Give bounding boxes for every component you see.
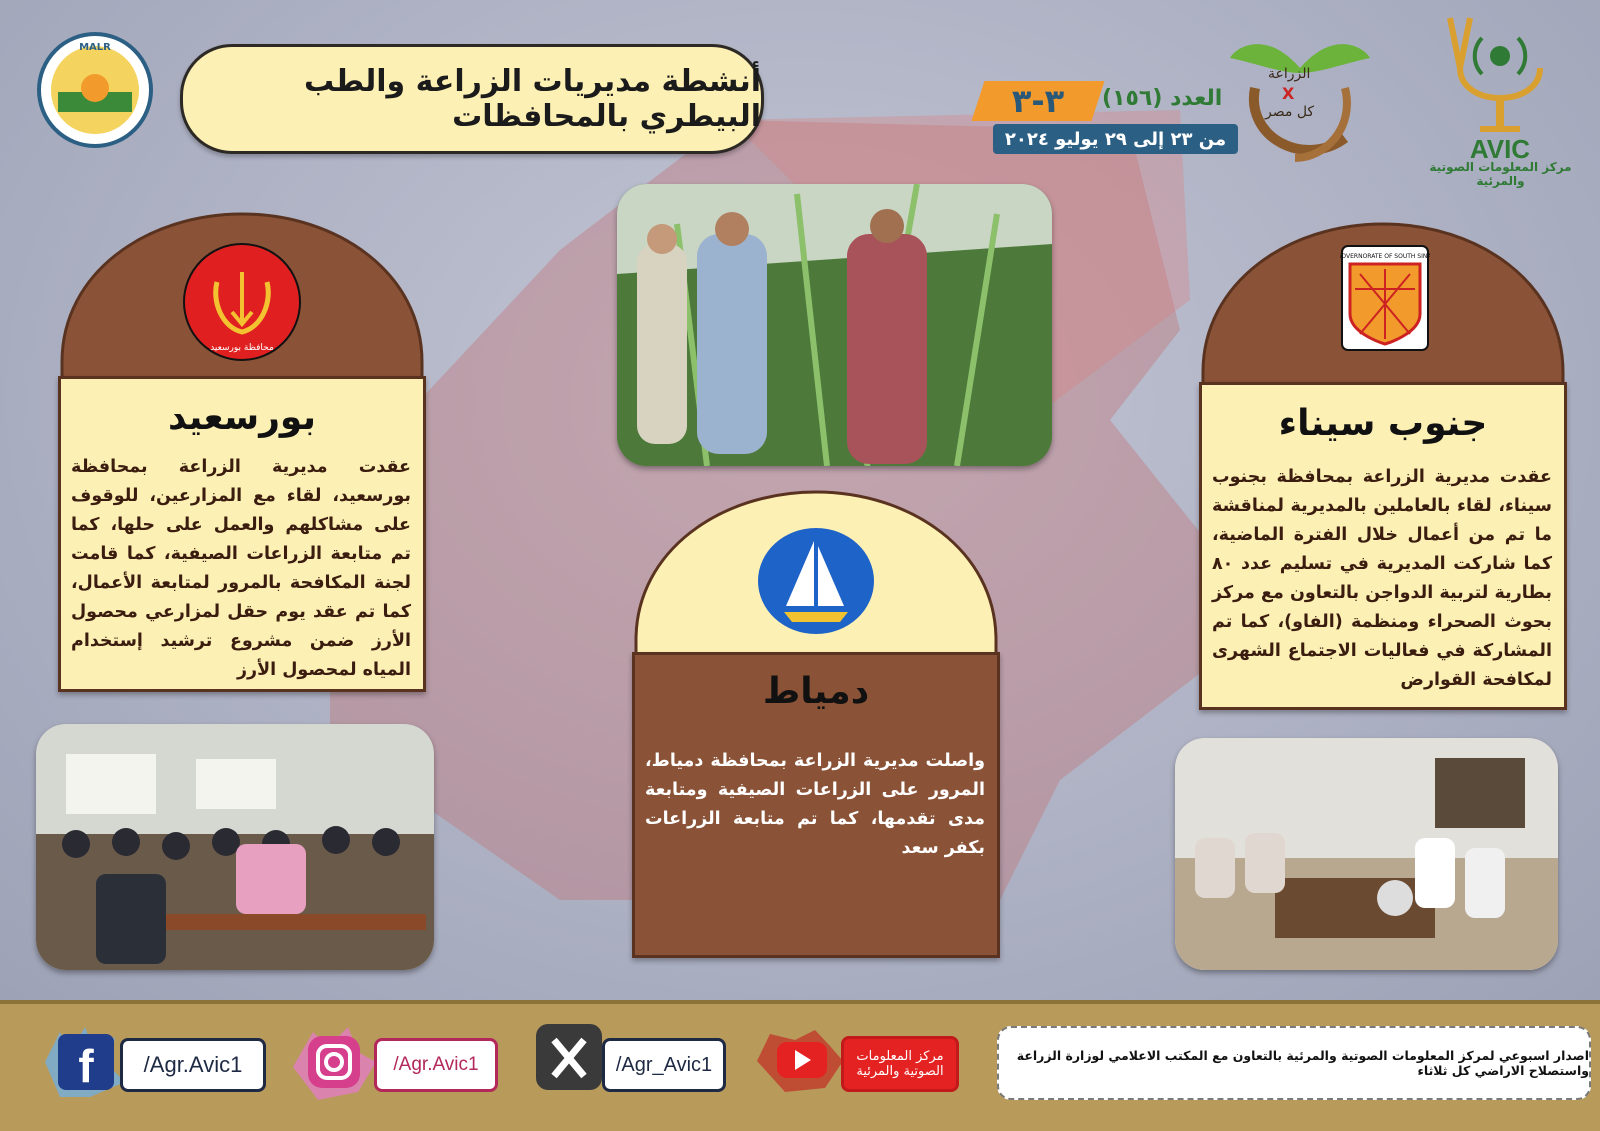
portsaid-title: بورسعيد (167, 397, 317, 438)
agriculture-slogan-logo (1225, 18, 1375, 168)
agri-slogan-top: الزراعة (1268, 66, 1311, 82)
south-sinai-emblem (1340, 244, 1430, 352)
avic-logo (1410, 8, 1590, 178)
issue-number: ٣-٣ (1011, 82, 1065, 120)
x-handle[interactable]: /Agr_Avic1 (602, 1038, 726, 1092)
damietta-card (632, 490, 1000, 960)
weekly-notice (997, 1026, 1591, 1100)
damietta-emblem (756, 526, 876, 636)
page-title-pill (180, 44, 764, 154)
south-sinai-text: عقدت مديرية الزراعة بمحافظة بجنوب سيناء، لقاء بالعاملين بالمديرية لمناقشة ما تم من أعمال خلال الفترة الماضية، كما شاركت المديرية في تسليم عدد ٨٠ بطارية لتربية الدواجن بالتعاون مع مركز بحوث الصحراء ومنظمة (الفاو)، كما تم المشاركة في فعاليات الاجتماع الشهرى لمكافحة القوارض (1212, 467, 1552, 690)
avic-caption: مركز المعلومات الصوتية والمرئية (1429, 160, 1572, 188)
malr-logo-text: MALR (79, 42, 111, 53)
field-visit-photo (617, 184, 1052, 466)
portsaid-card-box (58, 376, 426, 692)
instagram-icon (288, 1022, 378, 1102)
ministry-logo (30, 30, 160, 150)
weekly-notice-text: اصدار اسبوعي لمركز المعلومات الصوتية والمرئية بالتعاون مع المكتب الاعلامي لوزارة الزراعة واستصلاح الاراضي كل ثلاثاء (1016, 1048, 1589, 1078)
facebook-link[interactable] (40, 1030, 270, 1094)
instagram-link[interactable] (288, 1030, 498, 1094)
youtube-link[interactable] (755, 1030, 965, 1094)
damietta-text: واصلت مديرية الزراعة بمحافظة دمياط، المرور على الزراعات الصيفية ومتابعة مدى تقدمها، كما تم متابعة الزراعات بكفر سعد (645, 751, 985, 858)
svg-text:f: f (78, 1040, 94, 1092)
x-icon (530, 1018, 610, 1098)
south-sinai-meeting-photo (1175, 738, 1558, 970)
south-sinai-card-box (1199, 382, 1567, 710)
portsaid-text: عقدت مديرية الزراعة بمحافظة بورسعيد، لقاء مع المزارعين، للوقوف على مشاكلهم والعمل على حلها، كما تم متابعة الزراعات الصيفية، كما قامت لجنة المكافحة بالمرور لمتابعة الأعمال، كما تم عقد يوم حقل لمزارعي محصول الأرز ضمن مشروع ترشيد إستخدام المياه لمحصول الأرز (71, 457, 411, 680)
portsaid-meeting-photo (36, 724, 434, 970)
south-sinai-card (1199, 222, 1567, 710)
youtube-icon (755, 1026, 845, 1096)
damietta-card-box (632, 652, 1000, 958)
portsaid-card (58, 212, 426, 692)
facebook-handle[interactable]: /Agr.Avic1 (120, 1038, 266, 1092)
agri-slogan-bottom: كل مصر (1265, 104, 1315, 120)
avic-logo-text: AVIC (1469, 134, 1531, 164)
x-link[interactable] (530, 1030, 730, 1094)
damietta-title: دمياط (762, 671, 870, 712)
footer-divider (0, 1000, 1600, 1004)
date-bar (993, 124, 1238, 154)
issue-label: العدد (١٥٦) (1102, 86, 1223, 111)
south-sinai-title: جنوب سيناء (1278, 403, 1488, 444)
issue-number-badge (972, 81, 1105, 121)
facebook-icon (40, 1022, 130, 1102)
date-range: من ٢٣ إلى ٢٩ يوليو ٢٠٢٤ (1004, 128, 1227, 150)
portsaid-emblem-caption: محافظة بورسعيد (210, 343, 274, 353)
agri-slogan-x: X (1282, 84, 1295, 103)
youtube-caption[interactable]: مركز المعلومات الصوتية والمرئية (841, 1036, 959, 1092)
south-sinai-emblem-caption: GOVERNORATE OF SOUTH SINAI (1340, 253, 1430, 260)
portsaid-emblem (182, 242, 302, 362)
page-title: أنشطة مديريات الزراعة والطب البيطري بالمحافظات (304, 64, 761, 134)
instagram-handle[interactable]: /Agr.Avic1 (374, 1038, 498, 1092)
